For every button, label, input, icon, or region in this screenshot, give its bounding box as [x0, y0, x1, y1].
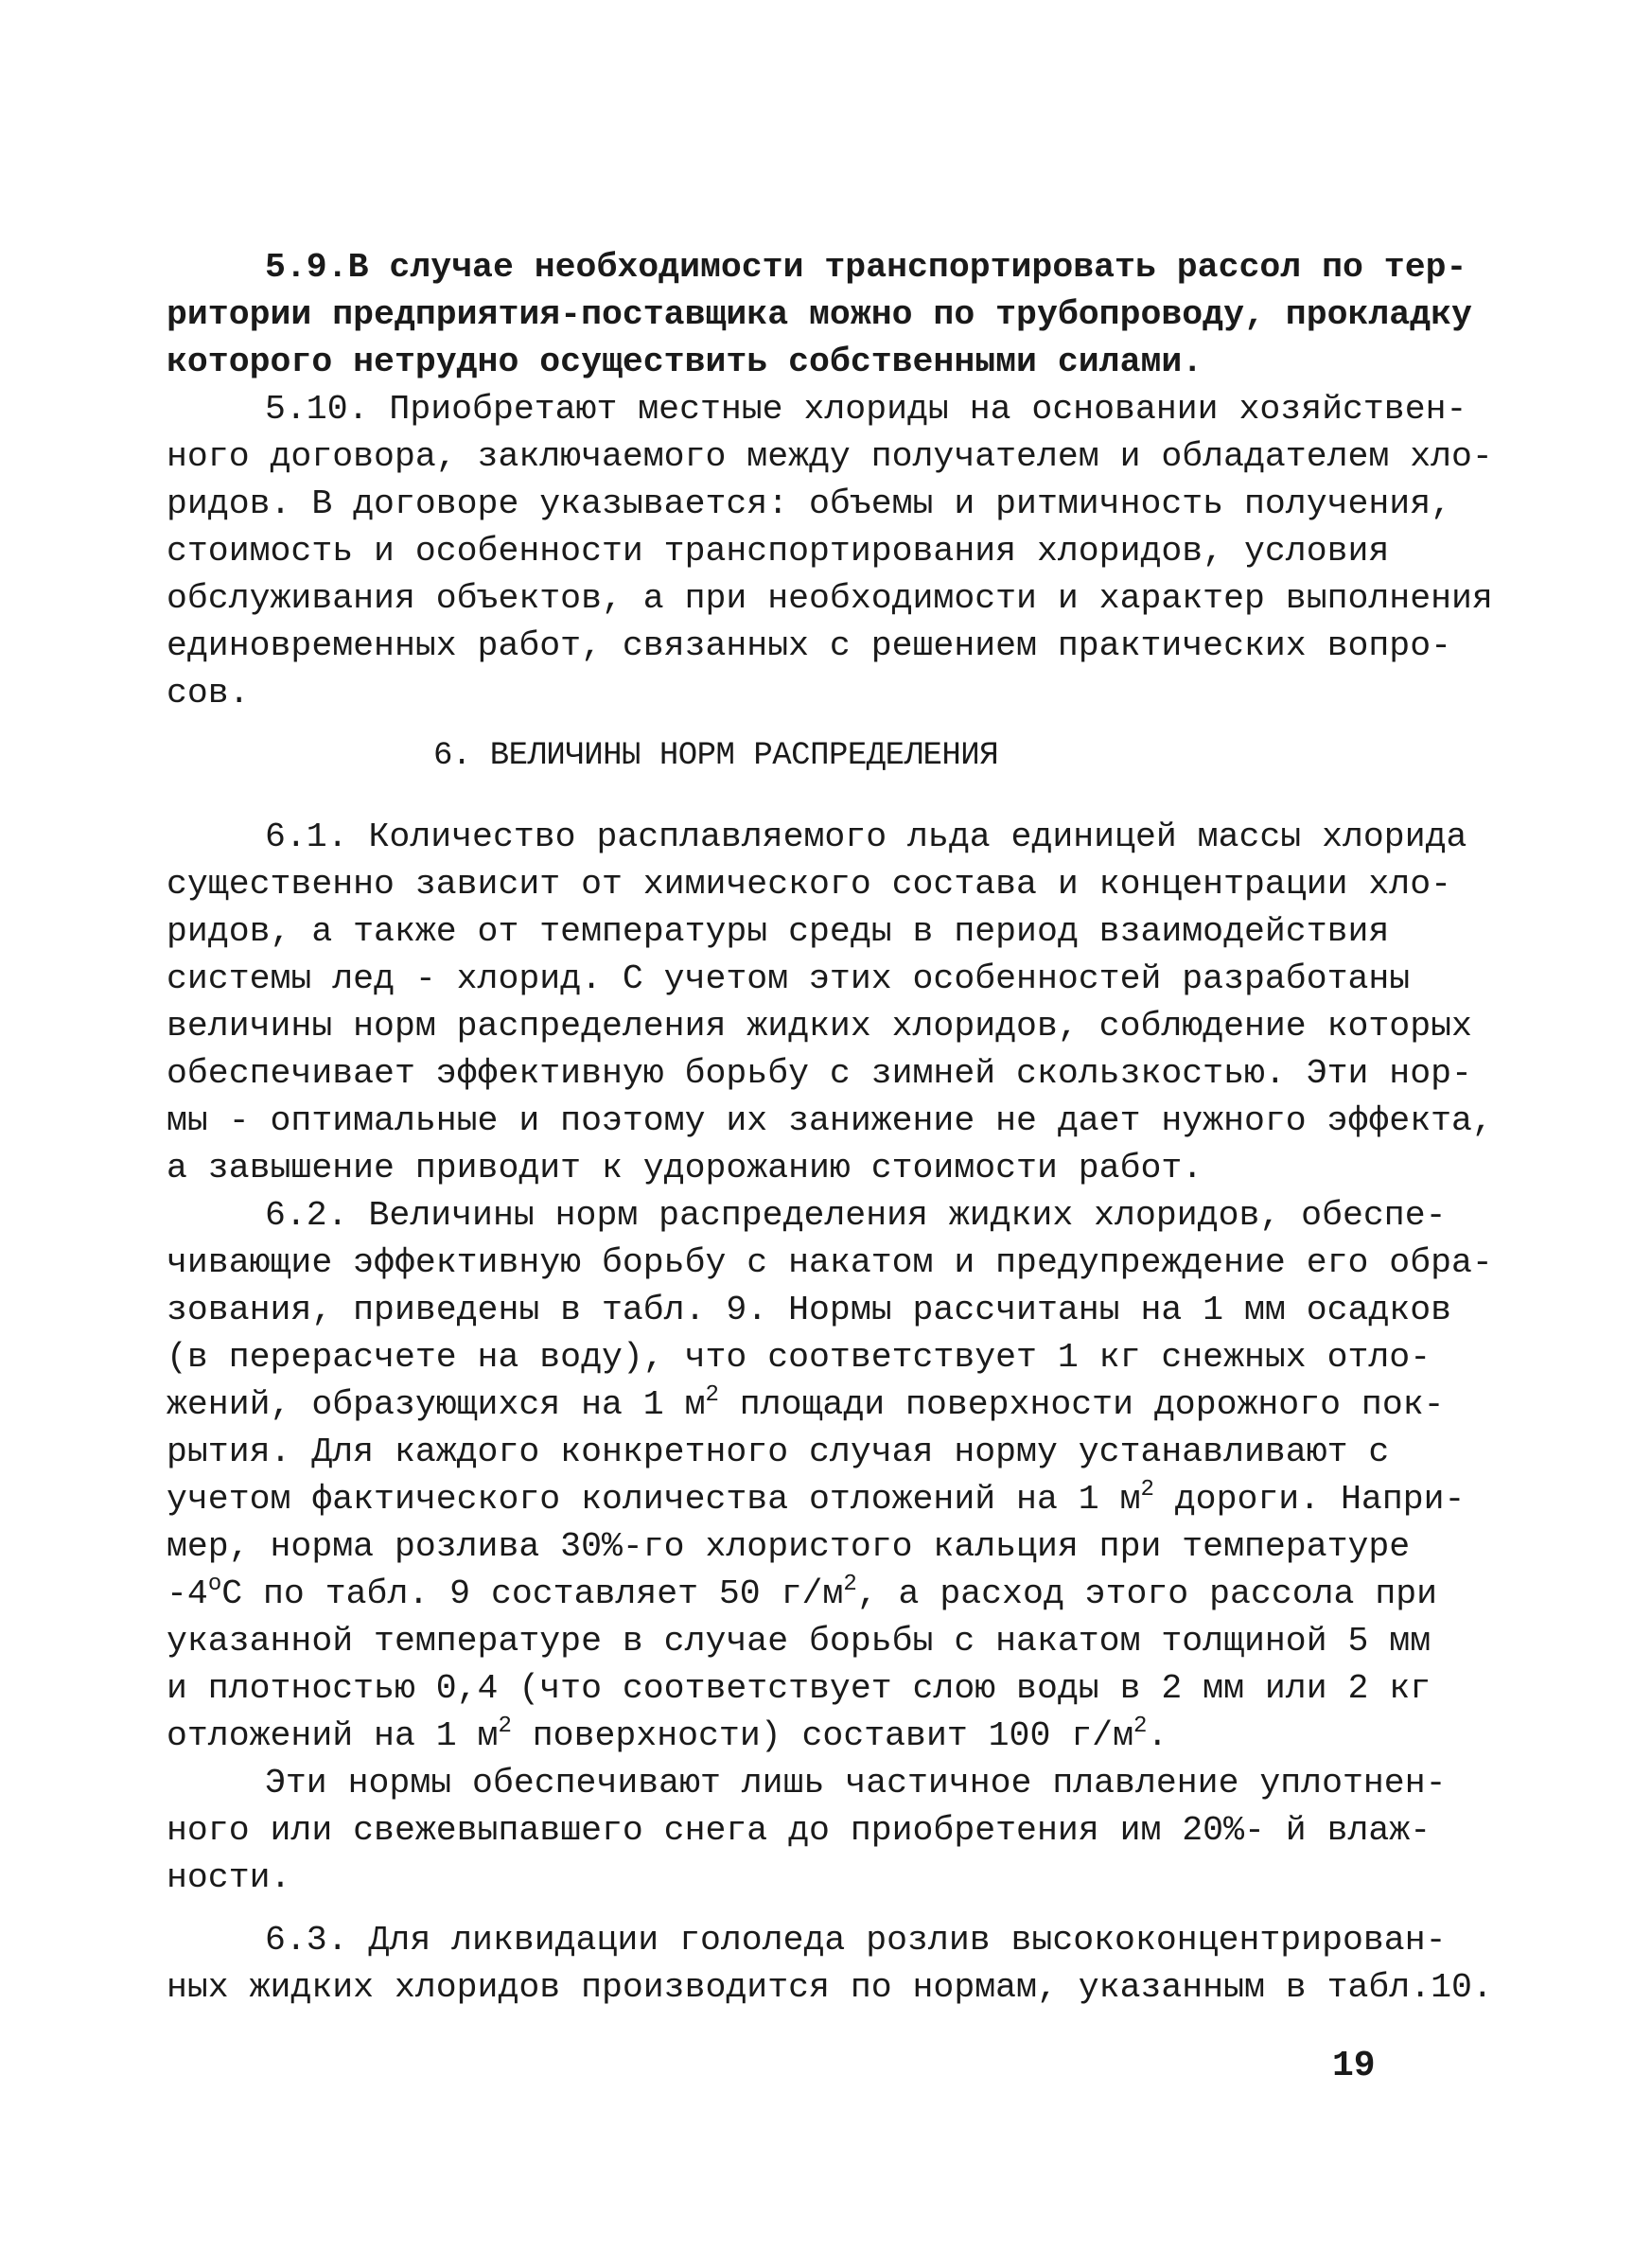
text-fragment: отложений на 1 м — [167, 1716, 499, 1755]
text-fragment: обеспечивает эффективную борьбу с зимней скользкостью. Эти нор- — [167, 1054, 1472, 1093]
text-fragment: которого нетрудно осуществить собственными силами. — [167, 343, 1203, 381]
text-line — [167, 1807, 1431, 1855]
section-heading — [167, 732, 1396, 780]
text-fragment: сов. — [167, 674, 250, 712]
text-line — [167, 1287, 1452, 1334]
text-line — [167, 291, 1472, 339]
superscript: 2 — [705, 1382, 719, 1408]
text-fragment: (в перерасчете на воду), что соответствует 1 кг снежных отло- — [167, 1338, 1431, 1377]
text-line — [167, 814, 1467, 861]
text-fragment: С по табл. 9 составляет 50 г/м — [221, 1574, 844, 1613]
text-fragment: мер, норма розлива 30%-го хлористого кальция при температуре — [167, 1527, 1411, 1566]
text-fragment: рытия. Для каждого конкретного случая норму устанавливают с — [167, 1433, 1390, 1471]
text-line — [167, 1917, 1447, 1964]
text-fragment: 6. ВЕЛИЧИНЫ НОРМ РАСПРЕДЕЛЕНИЯ — [433, 738, 999, 774]
superscript: 2 — [1140, 1477, 1154, 1503]
text-fragment: мы - оптимальные и поэтому их занижение не дает нужного эффекта, — [167, 1101, 1493, 1140]
text-fragment: указанной температуре в случае борьбы с накатом толщиной 5 мм — [167, 1622, 1431, 1661]
text-fragment: ности. — [167, 1858, 291, 1897]
superscript: о — [207, 1572, 222, 1597]
text-fragment: Эти нормы обеспечивают лишь частичное плавление уплотнен- — [265, 1764, 1447, 1802]
text-fragment: единовременных работ, связанных с решением практических вопро- — [167, 626, 1452, 665]
text-line — [167, 575, 1493, 623]
text-line — [167, 1192, 1447, 1239]
text-fragment: и плотностью 0,4 (что соответствует слою воды в 2 мм или 2 кг — [167, 1669, 1431, 1708]
text-fragment: зования, приведены в табл. 9. Нормы рассчитаны на 1 мм осадков — [167, 1291, 1452, 1329]
text-fragment: существенно зависит от химического состава и концентрации хло- — [167, 865, 1452, 904]
text-line — [167, 1855, 1396, 1902]
text-fragment: ного договора, заключаемого между получателем и обладателем хло- — [167, 437, 1493, 476]
text-line — [167, 1050, 1472, 1098]
text-line — [167, 1713, 1396, 1760]
text-fragment: 6.2. Величины норм распределения жидких хлоридов, обеспе- — [265, 1196, 1447, 1235]
text-fragment: чивающие эффективную борьбу с накатом и предупреждение его обра- — [167, 1243, 1493, 1282]
text-line — [167, 1334, 1431, 1381]
text-line — [167, 1098, 1493, 1145]
text-fragment: . — [1147, 1716, 1168, 1755]
text-fragment: 6.1. Количество расплавляемого льда единицей массы хлорида — [265, 818, 1467, 856]
text-line — [167, 670, 1396, 717]
text-line — [167, 1145, 1396, 1192]
text-line — [167, 386, 1467, 433]
text-line — [167, 861, 1452, 908]
text-fragment: ритории предприятия-поставщика можно по трубопроводу, прокладку — [167, 295, 1472, 334]
superscript: 2 — [498, 1714, 512, 1739]
text-fragment: учетом фактического количества отложений на 1 м — [167, 1480, 1141, 1519]
text-fragment: -4 — [167, 1574, 208, 1613]
text-line — [167, 623, 1452, 670]
text-line — [167, 908, 1396, 956]
text-fragment: ридов. В договоре указывается: объемы и ритмичность получения, — [167, 484, 1452, 523]
text-line — [167, 433, 1493, 481]
text-fragment: обслуживания объектов, а при необходимости и характер выполнения — [167, 579, 1493, 618]
text-fragment: 5.10. Приобретают местные хлориды на основании хозяйствен- — [265, 390, 1467, 429]
text-line — [167, 1618, 1431, 1665]
text-line — [167, 1964, 1493, 2012]
text-line — [167, 1239, 1493, 1287]
paragraph-spacer — [167, 1902, 1396, 1917]
superscript: 2 — [843, 1572, 857, 1597]
text-line — [167, 528, 1396, 575]
page-number: 19 — [1332, 2046, 1376, 2086]
text-fragment: 5.9.В случае необходимости транспортировать рассол по тер- — [265, 248, 1467, 287]
text-fragment: а завышение приводит к удорожанию стоимости работ. — [167, 1149, 1203, 1187]
text-fragment: жений, образующихся на 1 м — [167, 1385, 706, 1424]
text-fragment: ного или свежевыпавшего снега до приобретения им 20%- й влаж- — [167, 1811, 1431, 1850]
superscript: 2 — [1133, 1714, 1148, 1739]
text-line — [167, 1760, 1447, 1807]
text-line — [167, 481, 1452, 528]
text-line — [167, 339, 1396, 386]
text-fragment: площади поверхности дорожного пок- — [718, 1385, 1445, 1424]
text-fragment: поверхности) составит 100 г/м — [511, 1716, 1133, 1755]
paragraph-spacer — [167, 717, 1396, 732]
text-fragment: ных жидких хлоридов производится по нормам, указанным в табл.10. — [167, 1968, 1493, 2007]
text-fragment: стоимость и особенности транспортирования хлоридов, условия — [167, 532, 1390, 571]
text-line — [167, 1665, 1431, 1713]
text-fragment: 6.3. Для ликвидации гололеда розлив высококонцентрирован- — [265, 1921, 1447, 1960]
text-line — [167, 1476, 1466, 1523]
text-line — [167, 1003, 1472, 1050]
text-line — [167, 1381, 1445, 1429]
paragraph-spacer — [167, 780, 1396, 814]
text-line — [167, 244, 1467, 291]
document-body — [167, 244, 1493, 2012]
text-fragment: ридов, а также от температуры среды в период взаимодействия — [167, 912, 1390, 951]
text-fragment: системы лед - хлорид. С учетом этих особенностей разработаны — [167, 959, 1411, 998]
text-fragment: дороги. Напри- — [1153, 1480, 1466, 1519]
text-line — [167, 956, 1411, 1003]
text-fragment: , а расход этого рассола при — [856, 1574, 1438, 1613]
text-line — [167, 1429, 1396, 1476]
text-line — [167, 1571, 1438, 1618]
text-line — [167, 1523, 1411, 1571]
text-fragment: величины норм распределения жидких хлоридов, соблюдение которых — [167, 1007, 1472, 1046]
